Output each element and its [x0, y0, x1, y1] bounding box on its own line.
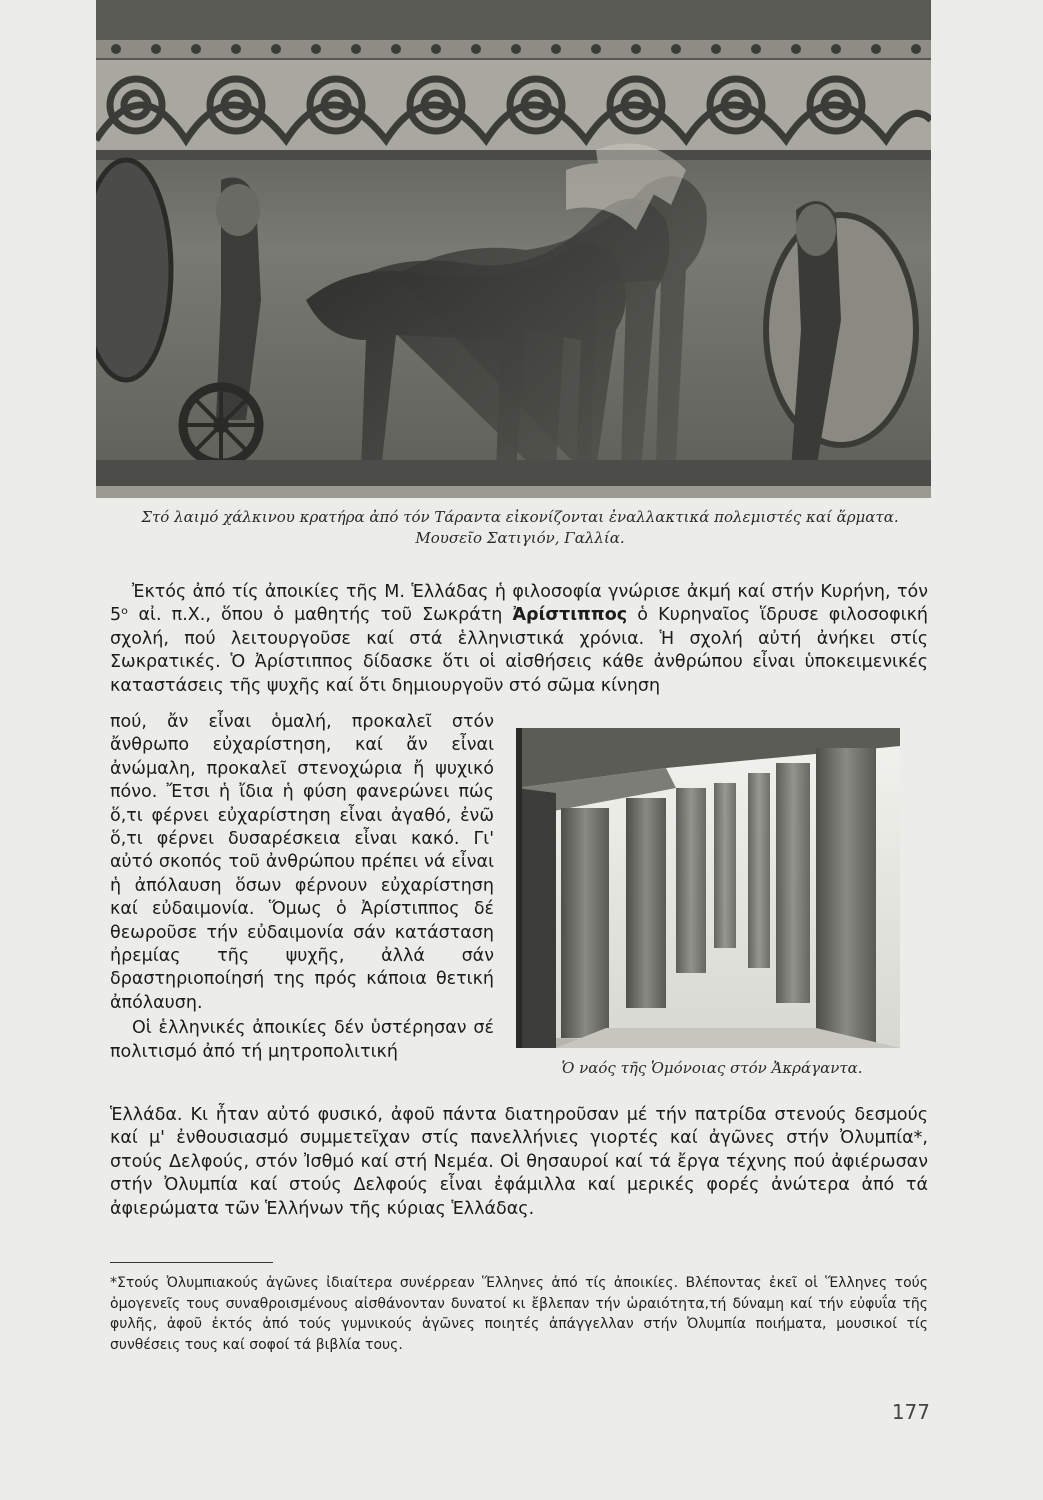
top-photo-caption [80, 507, 960, 549]
temple-photo-caption: Ὁ ναός τῆς Ὁμόνοιας στόν Ἀκράγαντα. [561, 1059, 863, 1077]
temple-of-concord-photo [516, 728, 900, 1048]
paragraph-aristippus-intro [110, 581, 928, 698]
aristippus-bold: Ἀρίστιππος [512, 605, 628, 626]
p1-text-start: Ἐκτός ἀπό τίς ἀποικίες τῆς Μ. Ἑλλάδας ἡ φιλοσοφία γνώρισε ἀκμή καί στήν Κυρήνη, τόν 5ᵒ αἰ. π.Χ., ὅπου ὁ μαθητής τοῦ Σωκράτη [110, 582, 928, 626]
p2-rest: Ἑλλάδα. Κι ἦταν αὐτό φυσικό, ἀφοῦ πάντα διατηροῦσαν μέ τήν πατρίδα στενούς δεσμούς καί μ' ἐνθουσιασμό συμμετεῖχαν στίς πανελλήνιες γιορτές καί ἀγῶνες στήν Ὀλυμπία*, στούς Δελφούς, στόν Ἰσθμό καί στή Νεμέα. Οἱ θησαυροί καί τά ἔργα τέχνης πού ἀφιέρωσαν στήν Ὀλυμπία καί στούς Δελφούς εἶναι ἐφάμιλλα καί μερικές φορές ἀνώτερα ἀπό τά ἀφιερώματα τῶν Ἑλλήνων τῆς κύριας Ἑλλάδας. [110, 1105, 928, 1219]
caption-line-1: Στό λαιμό χάλκινου κρατήρα ἀπό τόν Τάραντα εἰκονίζονται ἐναλλακτικά πολεμιστές καί ἅρματα. [141, 508, 899, 526]
p1-continuation: πού, ἄν εἶναι ὁμαλή, προκαλεῖ στόν ἄνθρωπο εὐχαρίστηση, καί ἄν εἶναι ἀνώμαλη, προκαλεῖ στενοχώρια ἤ ψυχικό πόνο. Ἔτσι ἡ ἴδια ἡ φύση φανερώνει πώς ὅ,τι φέρνει εὐχαρίστηση εἶναι ἀγαθό, ἐνῶ ὅ,τι φέρνει δυσαρέσκεια εἶναι κακό. Γι' αὐτό σκοπός τοῦ ἀνθρώπου πρέπει νά εἶναι ἡ ἀπόλαυση ὅσων φέρνουν εὐχαρίστηση καί εὐδαιμονία. Ὅμως ὁ Ἀρίστιππος δέ θεωροῦσε τήν εὐδαιμονία σάν κατάσταση ἠρεμίας τῆς ψυχῆς, ἀλλά σάν δραστηριοποίησή της πρός κάποια θετική ἀπόλαυση. [110, 712, 494, 1013]
caption-line-2: Μουσεῖο Σατιγιόν, Γαλλία. [415, 529, 625, 547]
p2-start: Οἱ ἑλληνικές ἀποικίες δέν ὑστέρησαν σέ πολιτισμό ἀπό τή μητροπολιτική [110, 1018, 494, 1062]
page-number: 177 [891, 1400, 930, 1424]
footnote-olympic-games: *Στούς Ὀλυμπιακούς ἀγῶνες ἰδιαίτερα συνέρρεαν Ἕλληνες ἀπό τίς ἀποικίες. Βλέποντας ἐκεῖ οἱ Ἕλληνες τούς ὁμογενεῖς τους συναθροισμένους αἰσθάνονταν δυνατοί κι ἔβλεπαν τήν ὡραιότητα,τή δύναμη καί τήν εὐφυΐα τῆς φυλῆς, ἀφοῦ ἐκτός ἀπό τούς γυμνικούς ἀγῶνες ποιητές ἀπάγγελλαν στήν Ὀλυμπία ποιήματα, μουσικοί τίς συνθέσεις τους καί σοφοί τά βιβλία τους. [110, 1275, 928, 1353]
footnote-divider [110, 1262, 273, 1263]
p1-text-end: ὁ Κυρηναῖος ἵδρυσε φιλοσοφική σχολή, πού λειτουργοῦσε καί στά ἑλληνιστικά χρόνια. Ἡ σχολή αὐτή ἀνήκει στίς Σωκρατικές. Ὁ Ἀρίστιππος δίδασκε ὅτι οἱ αἰσθήσεις κάθε ἀνθρώπου εἶναι ὑποκειμενικές καταστάσεις τῆς ψυχῆς καί ὅτι δημιουργοῦν στό σῶμα κίνηση [110, 605, 928, 696]
paragraph-colonies-culture [110, 1104, 928, 1221]
paragraph-aristippus-teaching [110, 711, 494, 1064]
krater-relief-photo [96, 0, 931, 498]
